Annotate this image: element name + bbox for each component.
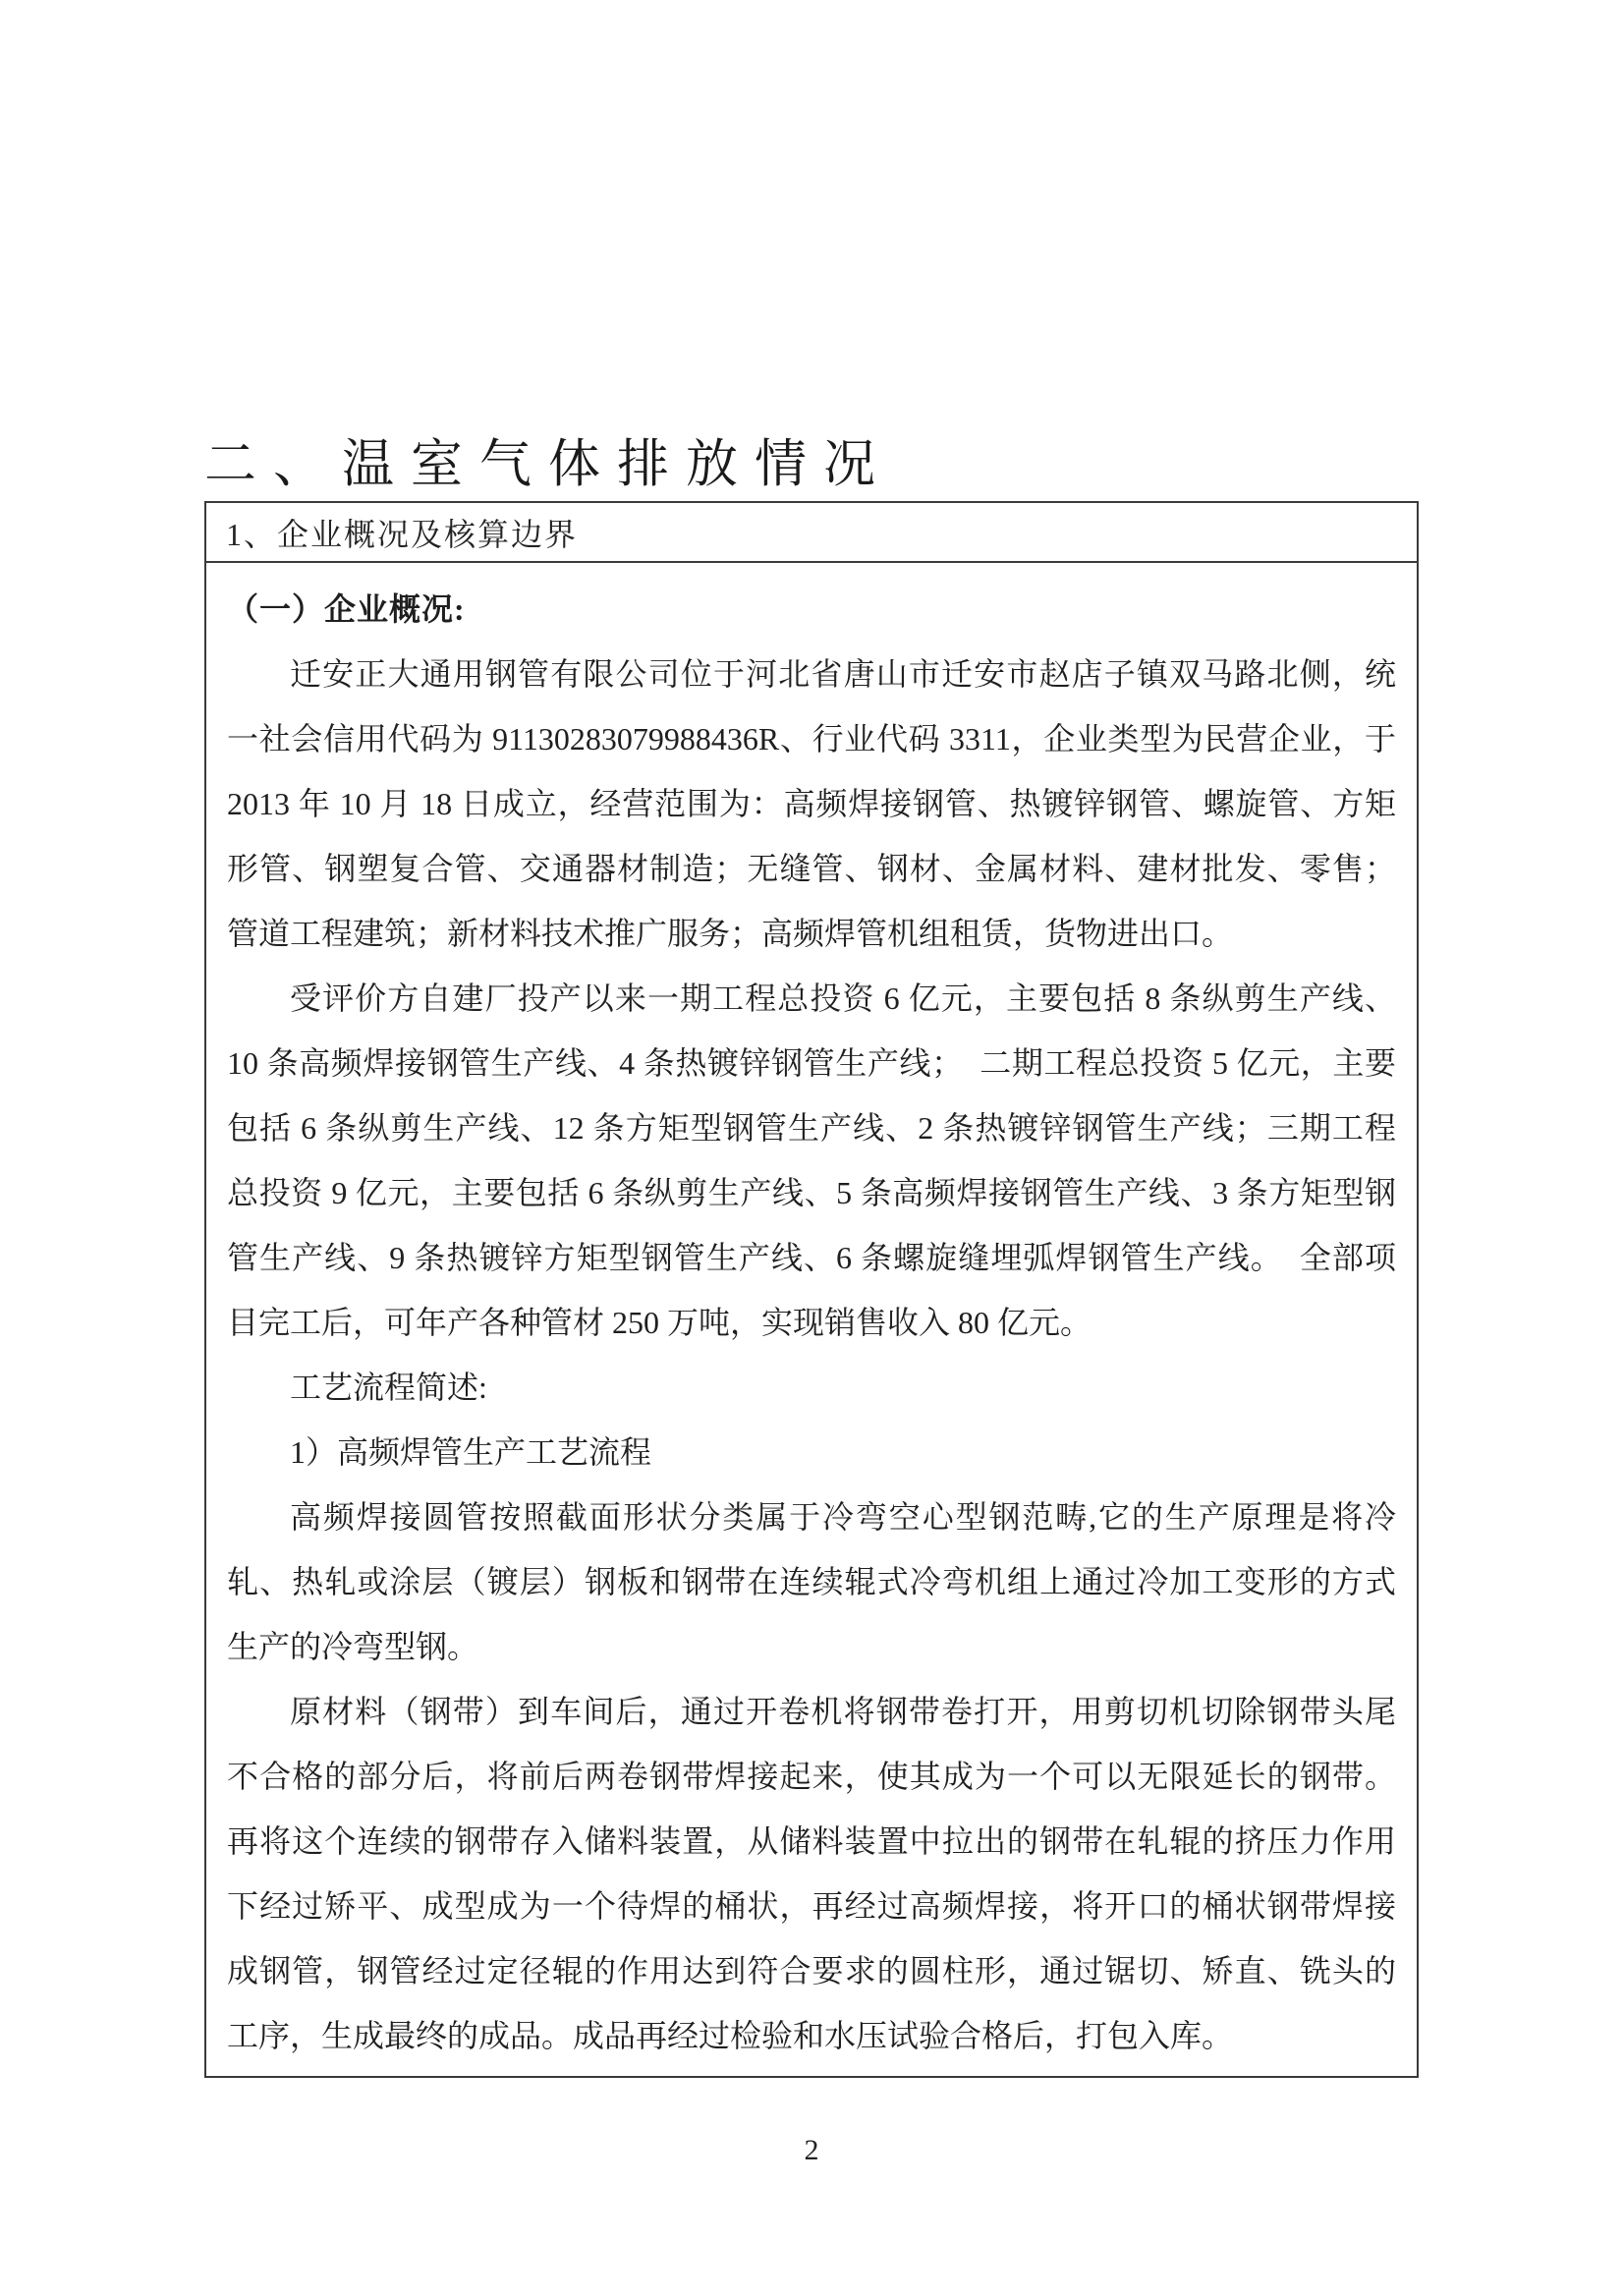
text-line: 高频焊接圆管按照截面形状分类属于冷弯空心型钢范畴,它的生产原理是将冷 [290,1499,1396,1535]
text-line: 管道工程建筑；新材料技术推广服务；高频焊管机组租赁，货物进出口。 [227,916,1234,951]
text-line: 一社会信用代码为 91130283079988436R、行业代码 3311，企业类型为民营企业，于 [227,721,1396,756]
text-line: 工序，生成最终的成品。成品再经过检验和水压试验合格后，打包入库。 [227,2018,1234,2053]
text-line: 总投资 9 亿元，主要包括 6 条纵剪生产线、5 条高频焊接钢管生产线、3 条方矩型钢 [227,1175,1396,1210]
text-line: 10 条高频焊接钢管生产线、4 条热镀锌钢管生产线； 二期工程总投资 5 亿元，主要 [227,1045,1396,1081]
text-line: 轧、热轧或涂层（镀层）钢板和钢带在连续辊式冷弯机组上通过冷加工变形的方式 [227,1564,1396,1599]
text-line: 生产的冷弯型钢。 [227,1629,479,1664]
text-line: （一）企业概况: [227,591,466,627]
section-heading: 二、温室气体排放情况 [204,436,892,493]
text-line: 成钢管，钢管经过定径辊的作用达到符合要求的圆柱形，通过锯切、矫直、铣头的 [227,1953,1396,1988]
text-line: 包括 6 条纵剪生产线、12 条方矩型钢管生产线、2 条热镀锌钢管生产线；三期工程 [227,1110,1396,1146]
text-line: 目完工后，可年产各种管材 250 万吨，实现销售收入 80 亿元。 [227,1305,1092,1340]
text-line: 迁安正大通用钢管有限公司位于河北省唐山市迁安市赵店子镇双马路北侧，统 [290,656,1396,692]
text-line: 工艺流程简述: [290,1370,487,1405]
text-line: 再将这个连续的钢带存入储料装置，从储料装置中拉出的钢带在轧辊的挤压力作用 [227,1823,1396,1859]
text-line: 不合格的部分后，将前后两卷钢带焊接起来，使其成为一个可以无限延长的钢带。 [227,1759,1396,1794]
text-line: 受评价方自建厂投产以来一期工程总投资 6 亿元，主要包括 8 条纵剪生产线、 [290,980,1396,1016]
table-header-row [206,503,1417,563]
table-header-label: 1、企业概况及核算边界 [226,516,579,552]
text-line: 1）高频焊管生产工艺流程 [290,1434,652,1470]
text-line: 原材料（钢带）到车间后，通过开卷机将钢带卷打开，用剪切机切除钢带头尾 [290,1694,1396,1729]
text-line: 形管、钢塑复合管、交通器材制造；无缝管、钢材、金属材料、建材批发、零售； [227,851,1396,886]
text-line: 下经过矫平、成型成为一个待焊的桶状，再经过高频焊接，将开口的桶状钢带焊接 [227,1888,1396,1924]
page-number: 2 [804,2134,819,2166]
content-table [204,501,1419,2078]
text-line: 管生产线、9 条热镀锌方矩型钢管生产线、6 条螺旋缝埋弧焊钢管生产线。 全部项 [227,1240,1396,1275]
text-line: 2013 年 10 月 18 日成立，经营范围为：高频焊接钢管、热镀锌钢管、螺旋管、方矩 [227,786,1396,821]
table-body [206,563,1417,2076]
